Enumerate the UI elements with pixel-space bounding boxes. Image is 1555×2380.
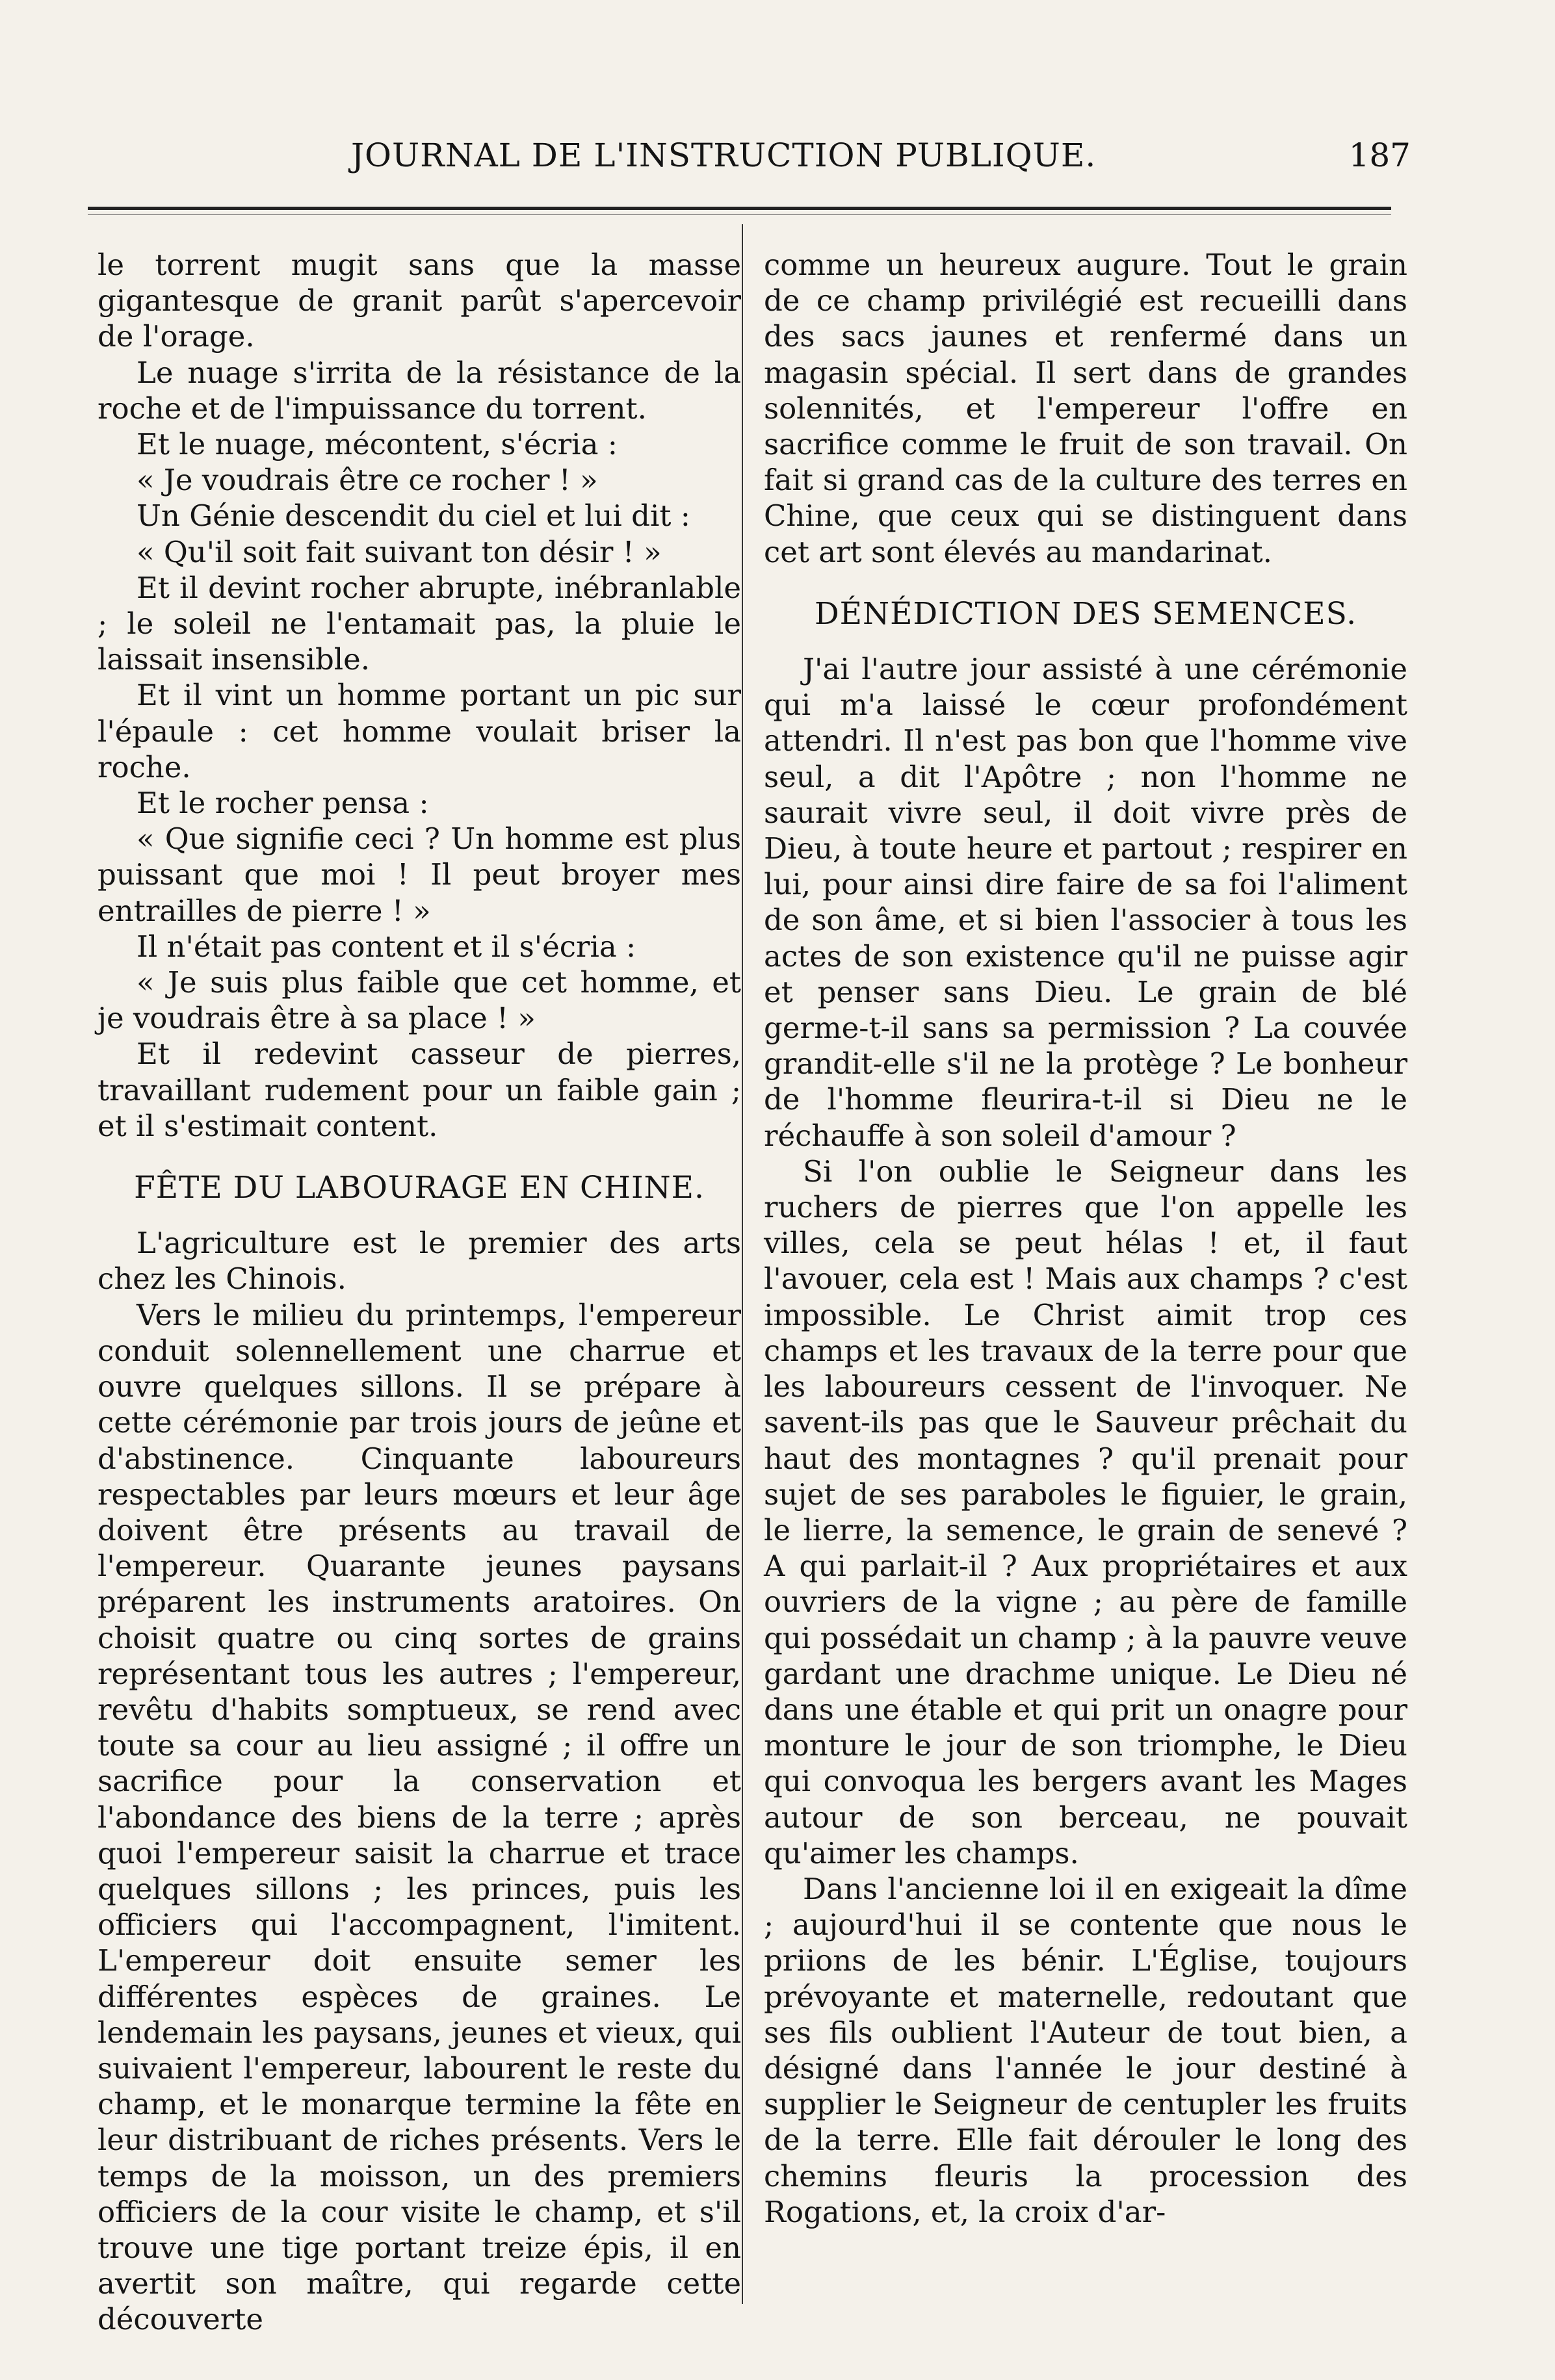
- paragraph: « Qu'il soit fait suivant ton désir ! »: [137, 534, 662, 569]
- paragraph: Si l'on oublie le Seigneur dans les ruchers de pierres que l'on appelle les villes, cela se peut hélas ! et, il faut l'avouer, cela est ! Mais aux champs ? c'est impossible. Le Christ aimit trop ces champs et les travaux de la terre pour que les laboureurs cessent de l'invoquer. Ne savent-ils pas que le Sauveur prêchait du haut des montagnes ? qu'il prenait pour sujet de ses paraboles le figuier, le grain, le lierre, la semence, le grain de senevé ? A qui parlait-il ? Aux propriétaires et aux ouvriers de la vigne ; au père de famille qui possédait un champ ; à la pauvre veuve gardant une drachme unique. Le Dieu né dans une étable et qui prit un onagre pour monture le jour de son triomphe, le Dieu qui convoqua les bergers avant les Mages autour de son berceau, ne pouvait qu'aimer les champs.: [764, 1154, 1407, 1870]
- paragraph: Vers le milieu du printemps, l'empereur conduit solennellement une charrue et ouvre quelques sillons. Il se prépare à cette cérémonie par trois jours de jeûne et d'abstinence. Cinquante laboureurs respectables par leurs mœurs et leur âge doivent être présents au travail de l'empereur. Quarante jeunes paysans préparent les instruments aratoires. On choisit quatre ou cinq sortes de grains représentant tous les autres ; l'empereur, revêtu d'habits somptueux, se rend avec toute sa cour au lieu assigné ; il offre un sacrifice pour la conservation et l'abondance des biens de la terre ; après quoi l'empereur saisit la charrue et trace quelques sillons ; les princes, puis les officiers qui l'accompagnent, l'imitent. L'empereur doit ensuite semer les différentes espèces de graines. Le lendemain les paysans, jeunes et vieux, qui suivaient l'empereur, labourent le reste du champ, et le monarque termine la fête en leur distribuant de riches présents. Vers le temps de la moisson, un des premiers officiers de la cour visite le champ, et s'il trouve une tige portant treize épis, il en avertit son maître, qui regarde cette découverte: [98, 1297, 741, 2337]
- paragraph: Et il redevint casseur de pierres, travaillant rudement pour un faible gain ; et il s'estimait content.: [98, 1037, 741, 1143]
- paragraph: Et le rocher pensa :: [137, 786, 429, 821]
- paragraph: Il n'était pas content et il s'écria :: [137, 929, 636, 964]
- section-title: DÉNÉDICTION DES SEMENCES.: [814, 595, 1357, 632]
- page-number: 187: [1348, 136, 1411, 174]
- paragraph: comme un heureux augure. Tout le grain de ce champ privilégié est recueilli dans des sacs jaunes et renfermé dans un magasin spécial. Il sert dans de grandes solennités, et l'empereur l'offre en sacrifice comme le fruit de son travail. On fait si grand cas de la culture des terres en Chine, que ceux qui se distinguent dans cet art sont élevés au mandarinat.: [764, 248, 1407, 569]
- column-divider: [742, 224, 743, 2304]
- paragraph: Et il vint un homme portant un pic sur l'épaule : cet homme voulait briser la roche.: [98, 678, 741, 784]
- paragraph: L'agriculture est le premier des arts chez les Chinois.: [98, 1226, 741, 1297]
- paragraph: « Je voudrais être ce rocher ! »: [137, 463, 598, 498]
- paragraph: Et le nuage, mécontent, s'écria :: [137, 427, 618, 462]
- section-title: FÊTE DU LABOURAGE EN CHINE.: [134, 1170, 705, 1206]
- left-column: [98, 247, 741, 2338]
- paragraph: « Que signifie ceci ? Un homme est plus puissant que moi ! Il peut broyer mes entrailles de pierre ! »: [98, 821, 741, 928]
- paragraph: Le nuage s'irrita de la résistance de la roche et de l'impuissance du torrent.: [98, 355, 741, 426]
- paragraph: Un Génie descendit du ciel et lui dit :: [137, 498, 690, 534]
- header-rule: [88, 207, 1391, 210]
- paragraph: « Je suis plus faible que cet homme, et je voudrais être à sa place ! »: [98, 965, 741, 1036]
- paragraph: Et il devint rocher abrupte, inébranlable ; le soleil ne l'entamait pas, la pluie le laissait insensible.: [98, 570, 741, 677]
- page-header: [91, 136, 1411, 182]
- paragraph: J'ai l'autre jour assisté à une cérémonie qui m'a laissé le cœur profondément attendri. Il n'est pas bon que l'homme vive seul, a dit l'Apôtre ; non l'homme ne saurait vivre seul, il doit vivre près de Dieu, à toute heure et partout ; respirer en lui, pour ainsi dire faire de sa foi l'aliment de son âme, et si bien l'associer à tous les actes de son existence qu'il ne puisse agir et penser sans Dieu. Le grain de blé germe-t-il sans sa permission ? La couvée grandit-elle s'il ne la protège ? Le bonheur de l'homme fleurira-t-il si Dieu ne le réchauffe à son soleil d'amour ?: [764, 652, 1407, 1153]
- running-title: JOURNAL DE L'INSTRUCTION PUBLIQUE.: [351, 136, 1097, 174]
- paragraph: Dans l'ancienne loi il en exigeait la dîme ; aujourd'hui il se contente que nous le priions de les bénir. L'Église, toujours prévoyante et maternelle, redoutant que ses fils oublient l'Auteur de tout bien, a désigné dans l'année le jour destiné à supplier le Seigneur de centupler les fruits de la terre. Elle fait dérouler le long des chemins fleuris la procession des Rogations, et, la croix d'ar-: [764, 1871, 1407, 2229]
- header-rule-thin: [88, 214, 1391, 215]
- paragraph: le torrent mugit sans que la masse gigantesque de granit parût s'apercevoir de l'orage.: [98, 248, 741, 354]
- right-column: [764, 247, 1407, 2230]
